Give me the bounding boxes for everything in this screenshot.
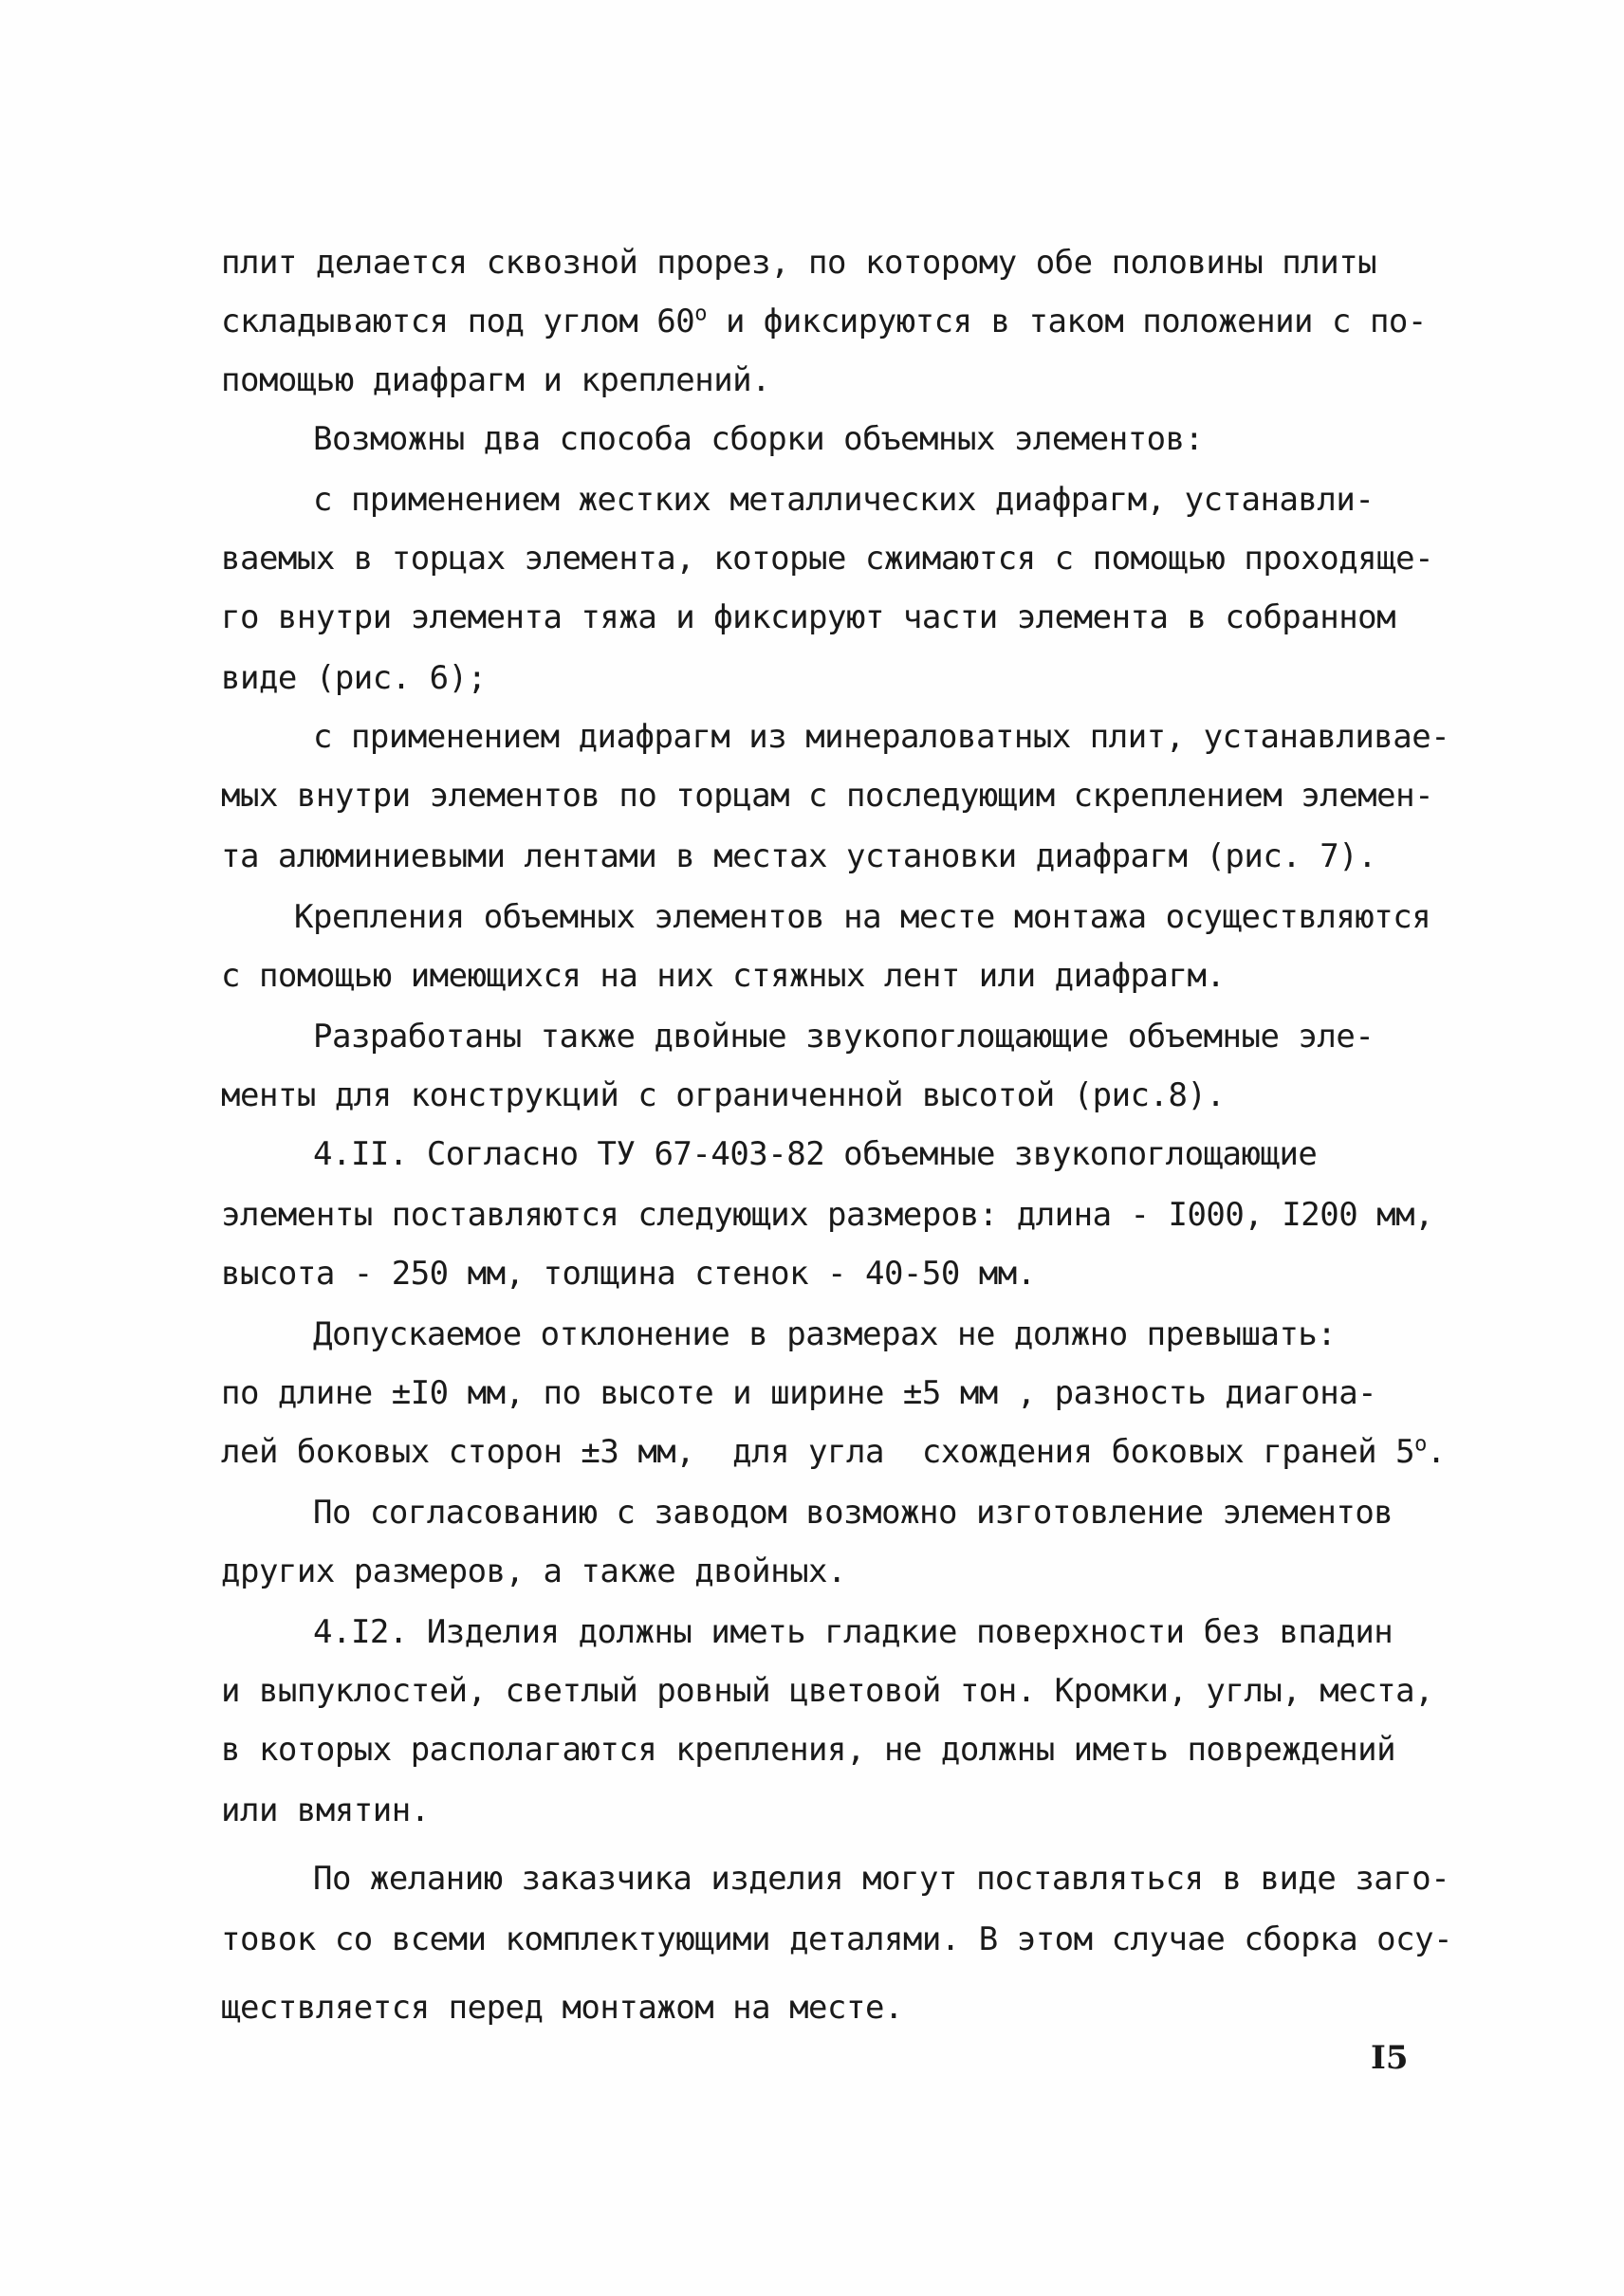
text-line-20: по длине ±I0 мм, по высоте и ширине ±5 мм , разность диагона-: [221, 1374, 1377, 1412]
text-line-29: товок со всеми комплектующими деталями. В этом случае сборка осу-: [221, 1920, 1453, 1958]
text-line-7: го внутри элемента тяжа и фиксируют части элемента в собранном: [221, 598, 1396, 636]
text-line-27: или вмятин.: [221, 1791, 430, 1829]
text-line-9: с применением диафрагм из минераловатных плит, устанавливае-: [313, 718, 1450, 756]
degree-superscript: о: [694, 302, 707, 326]
text-line-13: с помощью имеющихся на них стяжных лент или диафрагм.: [221, 957, 1226, 995]
text-line-24: 4.I2. Изделия должны иметь гладкие поверхности без впадин: [313, 1613, 1393, 1651]
text-line-26: в которых располагаются крепления, не должны иметь повреждений: [221, 1731, 1396, 1769]
text-line-5: с применением жестких металлических диафрагм, устанавли-: [313, 481, 1375, 519]
text-line-15: менты для конструкций с ограниченной высотой (рис.8).: [221, 1076, 1226, 1114]
text-line-1: плит делается сквозной прорез, по которому обе половины плиты: [221, 244, 1377, 282]
text-line-22: По согласованию с заводом возможно изготовление элементов: [313, 1494, 1393, 1532]
page-number: I5: [1371, 2039, 1409, 2077]
text-line-8: виде (рис. 6);: [221, 659, 487, 697]
text-line-30: ществляется перед монтажом на месте.: [221, 1989, 903, 2027]
text-line-10: мых внутри элементов по торцам с последующим скреплением элемен-: [221, 777, 1434, 815]
degree-superscript: о: [1414, 1432, 1427, 1457]
text-line-23: других размеров, а также двойных.: [221, 1552, 847, 1590]
text-line-17: элементы поставляются следующих размеров: длина - I000, I200 мм,: [221, 1196, 1434, 1234]
text-line-12: Крепления объемных элементов на месте монтажа осуществляются: [294, 898, 1431, 936]
text-line-11: та алюминиевыми лентами в местах установки диафрагм (рис. 7).: [221, 837, 1377, 875]
text-line-19: Допускаемое отклонение в размерах не должно превышать:: [313, 1315, 1337, 1353]
text-line-6: ваемых в торцах элемента, которые сжимаются с помощью проходяще-: [221, 540, 1434, 578]
text-line-18: высота - 250 мм, толщина стенок - 40-50 мм.: [221, 1255, 1036, 1293]
text-line-3: помощью диафрагм и креплений.: [221, 361, 771, 399]
text-line-16: 4.II. Согласно ТУ 67-403-82 объемные звукопоглощающие: [313, 1135, 1318, 1173]
text-line-25: и выпуклостей, светлый ровный цветовой тон. Кромки, углы, места,: [221, 1672, 1434, 1710]
text-line-2: складываются под углом $60^о$ и фиксируются в таком положении с по-: [221, 302, 1427, 340]
text-line-4: Возможны два способа сборки объемных элементов:: [313, 420, 1204, 458]
text-line-28: По желанию заказчика изделия могут поставляться в виде заго-: [313, 1860, 1450, 1898]
text-line-14: Разработаны также двойные звукопоглощающие объемные эле-: [313, 1018, 1375, 1056]
text-line-21: лей боковых сторон ±3 мм, для угла схождения боковых граней $5^о$.: [221, 1432, 1446, 1471]
